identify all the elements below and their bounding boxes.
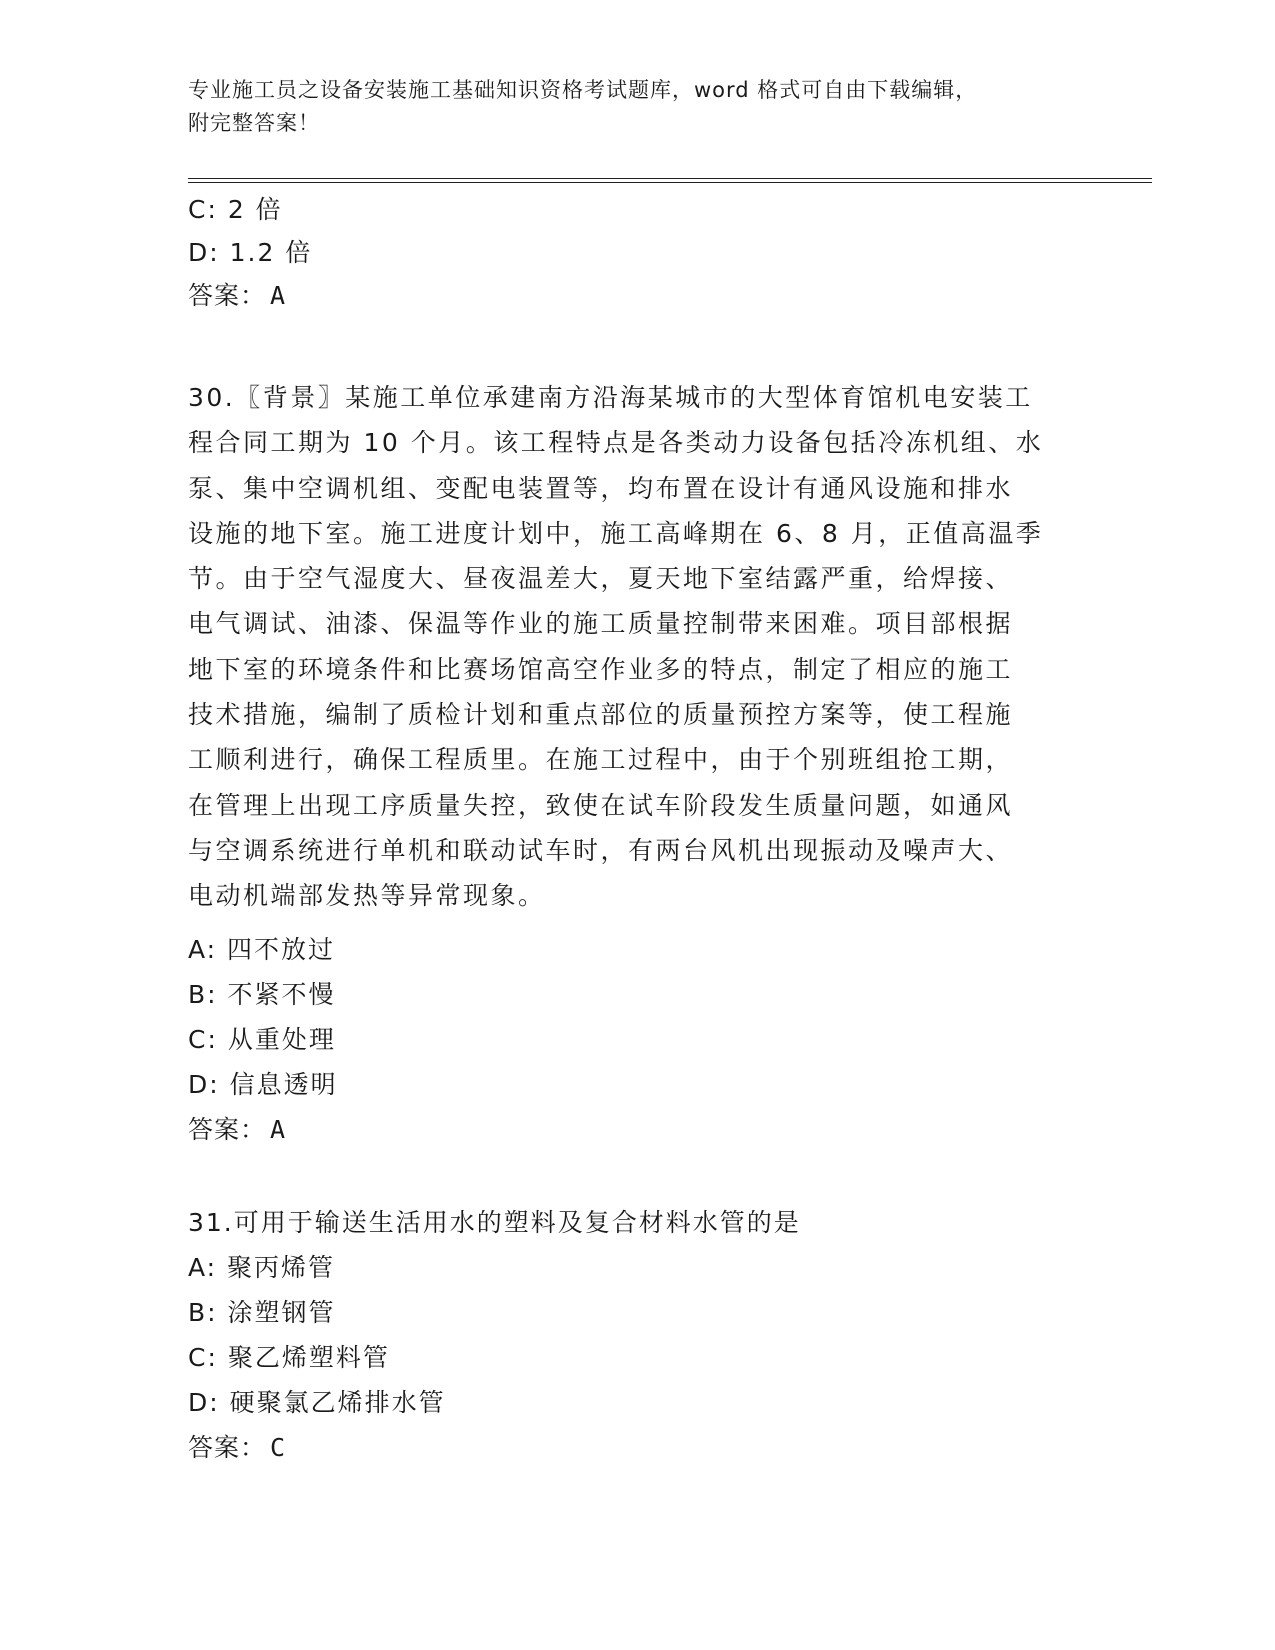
q29-answer — [188, 276, 286, 312]
q30-option-b: B: 不紧不慢 — [188, 980, 336, 1009]
q30-answer — [188, 1110, 286, 1146]
q31-answer — [188, 1428, 286, 1464]
q31-option-a: A: 聚丙烯管 — [188, 1253, 336, 1282]
answer-value: A — [270, 281, 287, 310]
document-header — [188, 74, 1088, 140]
q30-stem-line: 设施的地下室。施工进度计划中，施工高峰期在 6、8 月，正值高温季 — [188, 518, 1044, 548]
q31-option-c: C: 聚乙烯塑料管 — [188, 1343, 390, 1372]
q30-option-a: A: 四不放过 — [188, 935, 336, 964]
q30-stem-line: 泵、集中空调机组、变配电装置等，均布置在设计有通风设施和排水 — [188, 473, 1014, 503]
answer-label: 答案： — [188, 281, 267, 310]
q29-option-c: C: 2 倍 — [188, 195, 283, 224]
q30-stem-line: 地下室的环境条件和比赛场馆高空作业多的特点，制定了相应的施工 — [188, 654, 1014, 684]
q30-stem — [188, 375, 1078, 919]
q30-stem-line: 工顺利进行，确保工程质里。在施工过程中，由于个别班组抢工期， — [188, 745, 1014, 775]
answer-label: 答案： — [188, 1433, 267, 1462]
header-divider-bottom — [188, 182, 1152, 183]
q31-option-b: B: 涂塑钢管 — [188, 1298, 336, 1327]
q30-stem-line: 与空调系统进行单机和联动试车时，有两台风机出现振动及噪声大、 — [188, 835, 1014, 865]
q30-stem-line: 节。由于空气湿度大、昼夜温差大，夏天地下室结露严重，给焊接、 — [188, 564, 1014, 594]
header-divider-top — [188, 178, 1152, 179]
header-line-1: 专业施工员之设备安装施工基础知识资格考试题库，word 格式可自由下载编辑， — [188, 78, 978, 102]
q31-option-d: D: 硬聚氯乙烯排水管 — [188, 1388, 446, 1417]
q30-stem-line: 在管理上出现工序质量失控，致使在试车阶段发生质量问题，如通风 — [188, 790, 1014, 820]
q30-stem-line: 电气调试、油漆、保温等作业的施工质量控制带来困难。项目部根据 — [188, 609, 1014, 639]
header-line-2: 附完整答案！ — [188, 111, 320, 135]
answer-label: 答案： — [188, 1115, 267, 1144]
q30-option-c: C: 从重处理 — [188, 1025, 336, 1054]
answer-value: A — [270, 1115, 287, 1144]
answer-value: C — [270, 1433, 287, 1462]
q29-option-d: D: 1.2 倍 — [188, 238, 313, 267]
q30-stem-line: 30.〖背景〗某施工单位承建南方沿海某城市的大型体育馆机电安装工 — [188, 383, 1033, 412]
q30-stem-line: 程合同工期为 10 个月。该工程特点是各类动力设备包括冷冻机组、水 — [188, 428, 1044, 458]
q31-stem: 31.可用于输送生活用水的塑料及复合材料水管的是 — [188, 1208, 801, 1237]
q30-option-d: D: 信息透明 — [188, 1070, 338, 1099]
q30-stem-line: 电动机端部发热等异常现象。 — [188, 881, 546, 911]
q30-stem-line: 技术措施，编制了质检计划和重点部位的质量预控方案等，使工程施 — [188, 700, 1014, 730]
